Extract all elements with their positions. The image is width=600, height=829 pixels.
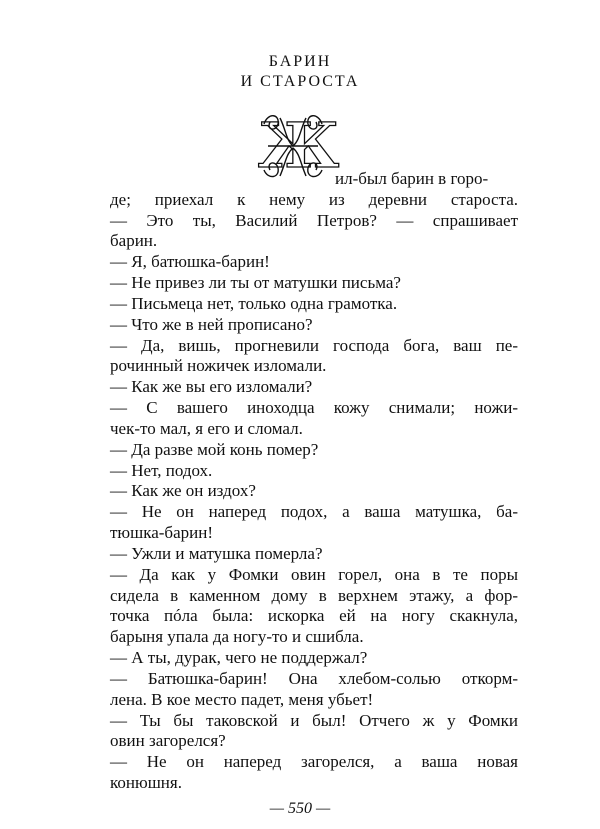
text-line-30: конюшня.: [110, 773, 182, 792]
text-line-16: — Как же он издох?: [110, 481, 256, 500]
text-line-4: барин.: [110, 231, 158, 250]
text-line-3: — Это ты, Василий Петров? — спрашивает: [110, 211, 518, 230]
text-line-25: — Батюшка-барин! Она хлебом-солью откорм-: [110, 669, 518, 688]
drop-cap-letter: Ж: [258, 109, 340, 182]
text-line-17: — Не он наперед подох, а ваша матушка, ба-: [110, 502, 518, 521]
text-line-5: — Я, батюшка-барин!: [110, 252, 270, 271]
text-line-18: тюшка-барин!: [110, 523, 213, 542]
text-line-27: — Ты бы таковской и был! Отчего ж у Фомки: [110, 711, 518, 730]
text-line-26: лена. В кое место падет, меня убьет!: [110, 690, 374, 709]
page-number: — 550 —: [269, 800, 331, 817]
text-line-11: — Как же вы его изломали?: [110, 377, 313, 396]
story-title-line-2: И СТАРОСТА: [240, 73, 360, 90]
text-line-15: — Нет, подох.: [110, 461, 213, 480]
text-line-1: ил-был барин в горо-: [335, 169, 489, 188]
text-line-22: точка пóла была: искорка ей на ногу скакнула,: [110, 606, 518, 625]
text-line-14: — Да разве мой конь помер?: [110, 440, 319, 459]
text-line-29: — Не он наперед загорелся, а ваша новая: [110, 752, 518, 771]
ornamental-drop-cap: [258, 109, 340, 182]
text-line-21: сидела в каменном дому в верхнем этажу, а фор-: [110, 586, 518, 605]
text-line-10: рочинный ножичек изломали.: [110, 356, 327, 375]
text-line-28: овин загорелся?: [110, 731, 226, 750]
text-line-13: чек-то мал, я его и сломал.: [110, 419, 303, 438]
text-line-24: — А ты, дурак, чего не поддержал?: [110, 648, 368, 667]
text-line-9: — Да, вишь, прогневили господа бога, ваш пе-: [110, 336, 518, 355]
text-line-19: — Ужли и матушка померла?: [110, 544, 323, 563]
text-line-6: — Не привез ли ты от матушки письма?: [110, 273, 401, 292]
text-line-12: — С вашего иноходца кожу снимали; ножи-: [110, 398, 518, 417]
text-line-8: — Что же в ней прописано?: [110, 315, 313, 334]
text-line-20: — Да как у Фомки овин горел, она в те поры: [110, 565, 518, 584]
story-title-line-1: БАРИН: [268, 53, 332, 70]
text-line-2: де; приехал к нему из деревни староста.: [110, 190, 518, 209]
text-line-7: — Письмеца нет, только одна грамотка.: [110, 294, 398, 313]
text-line-23: барыня упала да ногу-то и сшибла.: [110, 627, 364, 646]
